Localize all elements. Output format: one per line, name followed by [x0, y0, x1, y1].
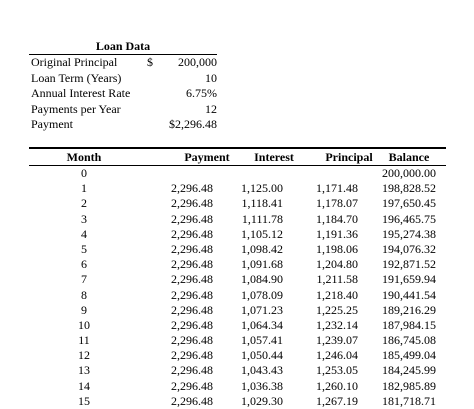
cell-month: 3	[81, 211, 87, 226]
table-row	[29, 257, 446, 272]
cell-interest: 1,029.30	[241, 393, 283, 408]
cell-month: 8	[81, 287, 87, 302]
loan-data-value: 200,000	[178, 55, 217, 69]
loan-data-value: 6.75%	[186, 86, 217, 100]
cell-balance: 185,499.04	[382, 348, 436, 363]
cell-balance: 182,985.89	[382, 378, 436, 393]
cell-interest: 1,050.44	[241, 348, 283, 363]
loan-data-value: $2,296.48	[169, 117, 217, 131]
cell-month: 10	[78, 317, 90, 332]
cell-payment: 2,296.48	[171, 226, 213, 241]
cell-payment: 2,296.48	[171, 333, 213, 348]
cell-principal: 1,260.10	[316, 378, 358, 393]
loan-data-row	[29, 55, 217, 71]
cell-balance: 194,076.32	[382, 241, 436, 256]
cell-month: 11	[78, 333, 90, 348]
table-row	[29, 379, 446, 394]
cell-balance: 196,465.75	[382, 211, 436, 226]
cell-month: 7	[81, 272, 87, 287]
cell-principal: 1,246.04	[316, 348, 358, 363]
cell-principal: 1,239.07	[316, 333, 358, 348]
cell-month: 9	[81, 302, 87, 317]
header-principal: Principal	[325, 150, 373, 164]
header-payment: Payment	[184, 150, 230, 164]
table-row	[29, 288, 446, 303]
amortization-header	[29, 147, 446, 166]
cell-balance: 195,274.38	[382, 226, 436, 241]
table-row	[29, 394, 446, 409]
table-row	[29, 333, 446, 348]
cell-payment: 2,296.48	[171, 241, 213, 256]
loan-data-label: Original Principal	[31, 55, 118, 69]
cell-principal: 1,253.05	[316, 363, 358, 378]
cell-interest: 1,064.34	[241, 317, 283, 332]
cell-month: 0	[81, 166, 87, 180]
cell-payment: 2,296.48	[171, 196, 213, 211]
loan-data-row	[29, 117, 217, 133]
cell-month: 5	[81, 241, 87, 256]
table-row	[29, 242, 446, 257]
loan-data-label: Loan Term (Years)	[31, 70, 122, 85]
table-row	[29, 181, 446, 196]
table-row	[29, 363, 446, 378]
cell-payment: 2,296.48	[171, 393, 213, 408]
cell-interest: 1,118.41	[241, 196, 283, 211]
loan-data-value: 12	[205, 101, 217, 116]
cell-payment: 2,296.48	[171, 317, 213, 332]
header-interest: Interest	[254, 150, 294, 164]
cell-principal: 1,267.19	[316, 393, 358, 408]
cell-interest: 1,111.78	[241, 211, 283, 226]
loan-data-title: Loan Data	[29, 39, 217, 55]
cell-month: 4	[81, 226, 87, 241]
table-row	[29, 272, 446, 287]
cell-interest: 1,084.90	[241, 272, 283, 287]
cell-balance: 186,745.08	[382, 333, 436, 348]
cell-balance: 200,000.00	[382, 166, 436, 180]
cell-balance: 198,828.52	[382, 181, 436, 196]
table-row	[29, 227, 446, 242]
cell-interest: 1,071.23	[241, 302, 283, 317]
cell-principal: 1,191.36	[316, 226, 358, 241]
table-row	[29, 348, 446, 363]
cell-interest: 1,043.43	[241, 363, 283, 378]
cell-payment: 2,296.48	[171, 257, 213, 272]
amortization-rows	[29, 166, 446, 409]
cell-month: 6	[81, 257, 87, 272]
loan-data-row	[29, 86, 217, 102]
loan-data-label: Payment	[31, 117, 73, 131]
table-row	[29, 166, 446, 181]
cell-month: 2	[81, 196, 87, 211]
cell-principal: 1,225.25	[316, 302, 358, 317]
loan-data-label: Annual Interest Rate	[31, 86, 131, 100]
loan-data-row	[29, 102, 217, 118]
loan-data-currency: $	[147, 55, 153, 69]
cell-month: 1	[81, 181, 87, 196]
cell-interest: 1,078.09	[241, 287, 283, 302]
cell-principal: 1,184.70	[316, 211, 358, 226]
cell-month: 14	[78, 378, 90, 393]
cell-principal: 1,171.48	[316, 181, 358, 196]
loan-data-value: 10	[205, 70, 217, 85]
cell-balance: 191,659.94	[382, 272, 436, 287]
loan-data-table	[29, 39, 217, 133]
loan-data-row	[29, 71, 217, 87]
cell-principal: 1,232.14	[316, 317, 358, 332]
cell-payment: 2,296.48	[171, 287, 213, 302]
cell-balance: 189,216.29	[382, 302, 436, 317]
table-row	[29, 303, 446, 318]
cell-payment: 2,296.48	[171, 302, 213, 317]
cell-month: 15	[78, 393, 90, 408]
cell-interest: 1,091.68	[241, 257, 283, 272]
table-row	[29, 318, 446, 333]
cell-balance: 192,871.52	[382, 257, 436, 272]
cell-balance: 190,441.54	[382, 287, 436, 302]
cell-balance: 181,718.71	[382, 393, 436, 408]
cell-interest: 1,105.12	[241, 226, 283, 241]
loan-data-rows	[29, 55, 217, 133]
cell-principal: 1,211.58	[316, 272, 358, 287]
cell-interest: 1,125.00	[241, 181, 283, 196]
cell-payment: 2,296.48	[171, 272, 213, 287]
cell-payment: 2,296.48	[171, 378, 213, 393]
table-row	[29, 196, 446, 211]
cell-interest: 1,098.42	[241, 241, 283, 256]
cell-interest: 1,057.41	[241, 333, 283, 348]
cell-payment: 2,296.48	[171, 211, 213, 226]
cell-balance: 197,650.45	[382, 196, 436, 211]
cell-month: 12	[78, 348, 90, 363]
cell-month: 13	[78, 363, 90, 378]
loan-data-label: Payments per Year	[31, 101, 121, 116]
cell-principal: 1,198.06	[316, 241, 358, 256]
cell-payment: 2,296.48	[171, 363, 213, 378]
cell-principal: 1,178.07	[316, 196, 358, 211]
cell-balance: 187,984.15	[382, 317, 436, 332]
cell-interest: 1,036.38	[241, 378, 283, 393]
amortization-table	[29, 147, 446, 409]
cell-payment: 2,296.48	[171, 348, 213, 363]
header-balance: Balance	[388, 150, 430, 164]
cell-balance: 184,245.99	[382, 363, 436, 378]
cell-principal: 1,218.40	[316, 287, 358, 302]
header-month: Month	[66, 150, 102, 164]
table-row	[29, 212, 446, 227]
cell-payment: 2,296.48	[171, 181, 213, 196]
cell-principal: 1,204.80	[316, 257, 358, 272]
